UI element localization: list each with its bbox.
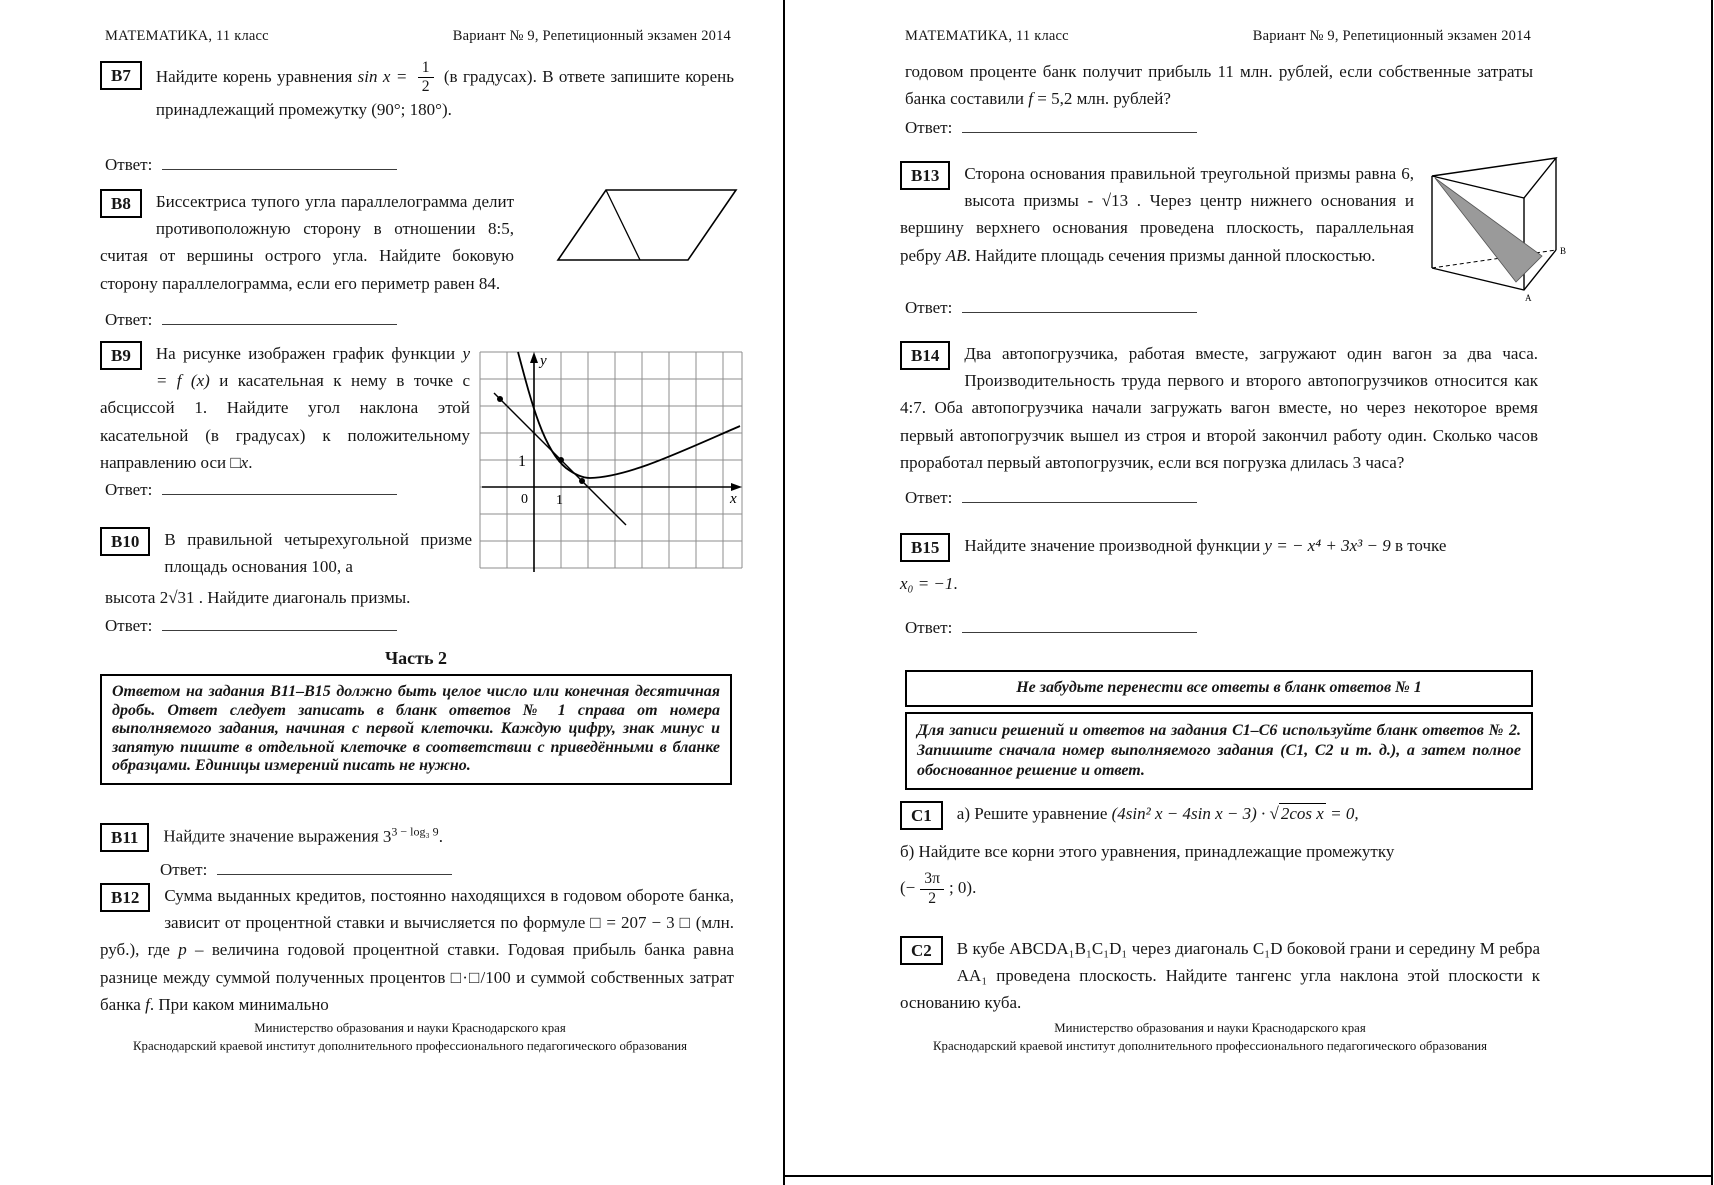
answer-blank — [217, 860, 452, 875]
b7-interval: (90°; 180°). — [371, 99, 452, 119]
point-lower — [579, 478, 585, 484]
prism-label-a: A — [1525, 293, 1532, 303]
b12cont-text-2: = 5,2 млн. рублей? — [1032, 89, 1171, 109]
b12-text-1: Сумма выданных кредитов, постоянно находящихся в годовом обороте банка, зависит от процентной ставки и вычисляется по формуле □ = 207 − 3 □ (млн. руб.), где — [100, 886, 734, 960]
c1-fraction-num: 3π — [920, 871, 944, 889]
answer-label: Ответ: — [105, 480, 153, 499]
b13-text-2: . Найдите площадь сечения призмы данной плоскостью. — [966, 245, 1376, 265]
b13-text-1: Сторона основания правильной треугольной призмы равна 6, высота призмы - √13 . Через центр нижнего основания и вершину верхнего основания проведена плоскость, параллельная ребру — [900, 164, 1414, 265]
b7-text-1: Найдите корень уравнения — [155, 66, 353, 86]
footer-right-page — [880, 1020, 1540, 1056]
problem-b14 — [900, 340, 1538, 476]
b10-text-1: В правильной четырехугольной призме площадь основания 100, а — [164, 530, 472, 577]
c1-part-b-text: б) Найдите все корни этого уравнения, принадлежащие промежутку — [900, 842, 1395, 862]
b12cont-text-1: годовом проценте банк получит прибыль 11 млн. рублей, если собственные затраты банка составили — [905, 62, 1533, 109]
answer-label: Ответ: — [905, 488, 953, 507]
b9-text-2: и касательная к нему в точке с абсциссой 1. Найдите угол наклона этой касательной (в градусах) к положительному направлению оси — [100, 371, 471, 472]
reminder-box-2: Для записи решений и ответов на задания С1–С6 используйте бланк ответов № 2. Запишите сначала номер выполняемого задания (С1, С2 и т. д.), а затем полное обоснованное решение и ответ. — [905, 712, 1533, 790]
footer-left-page — [80, 1020, 740, 1056]
answer-line-b14 — [905, 488, 1197, 508]
c1-sqrt-argument: 2cos x — [1280, 804, 1324, 823]
b12-var-f: f — [145, 994, 150, 1014]
answer-label: Ответ: — [160, 860, 208, 879]
footer-line-1: Министерство образования и науки Краснодарского края — [254, 1021, 566, 1035]
x-axis-arrow — [731, 483, 742, 491]
answer-line-b15 — [905, 618, 1197, 638]
page-divider-line — [783, 0, 785, 1185]
problem-b13-label: В13 — [900, 161, 950, 190]
bisector-line — [606, 190, 640, 260]
b9-text-3: . — [248, 452, 253, 472]
b11-text: Найдите значение выражения — [163, 826, 379, 846]
problem-b8-label: В8 — [100, 189, 142, 218]
page-right-border — [1711, 0, 1713, 1185]
header-variant: Вариант № 9, Репетиционный экзамен 2014 — [1252, 28, 1531, 44]
answer-blank — [962, 118, 1197, 133]
graph-y-label: y — [540, 353, 547, 369]
problem-b13 — [900, 160, 1414, 269]
problem-b9-label: В9 — [100, 341, 142, 370]
graph-x-tick-label: 1 — [556, 493, 563, 508]
b7-fraction-num: 1 — [418, 60, 434, 78]
figure-prism — [1428, 152, 1572, 304]
c1-sqrt-sign: √ — [1269, 804, 1279, 823]
b7-equation: sin x = — [357, 66, 408, 86]
graph-origin-label: 0 — [521, 492, 528, 507]
c1-part-a-text: а) Решите уравнение — [956, 804, 1108, 823]
c1-equation-right: = 0, — [1330, 804, 1359, 823]
figure-graph — [478, 350, 746, 582]
b7-text-2: (в градусах). В ответе запишите корень принадлежащий промежутку — [155, 66, 735, 119]
answer-label: Ответ: — [905, 618, 953, 637]
b12-var-p: p — [178, 940, 187, 960]
graph-x-label: x — [730, 491, 737, 507]
problem-c1 — [900, 800, 1540, 907]
problem-b10 — [100, 526, 472, 580]
problem-c2 — [900, 935, 1540, 1017]
prism-label-b: B — [1560, 246, 1567, 256]
y-axis-arrow — [530, 352, 538, 363]
figure-parallelogram — [540, 186, 746, 264]
problem-b7-label: В7 — [100, 61, 142, 90]
answer-line-b9 — [105, 480, 397, 500]
part2-title: Часть 2 — [384, 648, 448, 668]
c1-equation-left: (4sin² x − 4sin x − 3) · — [1111, 804, 1266, 823]
page-bottom-border — [783, 1175, 1713, 1177]
answer-label: Ответ: — [105, 310, 153, 329]
problem-b11 — [100, 822, 732, 860]
b15-point: x₀ = −1 — [900, 574, 954, 594]
b12cont-var-f: f — [1028, 89, 1033, 109]
graph-y-tick-label: 1 — [518, 453, 526, 470]
parallelogram-outline — [558, 190, 736, 260]
problem-b15 — [900, 532, 1536, 597]
footer-line-2: Краснодарский краевой институт дополнительного профессионального педагогического образования — [933, 1038, 1487, 1053]
b10-text-2: высота 2√31 . Найдите диагональ призмы. — [105, 588, 411, 607]
c1-interval-close: ; 0). — [948, 878, 977, 898]
c1-fraction — [920, 871, 944, 907]
b15-period: . — [953, 574, 958, 594]
problem-b9 — [100, 340, 470, 476]
header-subject: МАТЕМАТИКА, 11 класс — [105, 28, 269, 44]
c1-interval — [900, 871, 1540, 907]
answer-line-b7 — [105, 155, 397, 175]
c1-fraction-den: 2 — [928, 889, 936, 907]
problem-b15-label: В15 — [900, 533, 950, 562]
answer-label: Ответ: — [105, 616, 153, 635]
problem-b12-label: В12 — [100, 883, 150, 912]
footer-line-1: Министерство образования и науки Краснодарского края — [1054, 1021, 1366, 1035]
footer-line-2: Краснодарский краевой институт дополнительного профессионального педагогического образования — [133, 1038, 687, 1053]
answer-line-b10 — [105, 616, 397, 636]
function-curve — [518, 352, 740, 478]
answer-blank — [162, 616, 397, 631]
c1-interval-open: (− — [900, 878, 916, 898]
answer-blank — [162, 310, 397, 325]
header-subject: МАТЕМАТИКА, 11 класс — [905, 28, 1069, 44]
reminder-box-1: Не забудьте перенести все ответы в бланк ответов № 1 — [905, 670, 1533, 707]
b13-edge-ab: AB — [945, 245, 967, 265]
problem-b12-continuation — [905, 58, 1533, 112]
part2-instructions-box: Ответом на задания В11–В15 должно быть целое число или конечная десятичная дробь. Ответ следует записать в бланк ответов № 1 справа от номера выполняемого задания, начиная с первой клеточки. Каждую цифру, знак минус и запятую пишите в отдельной клеточке в соответствии с приведёнными в бланке образцами. Единицы измерений писать не нужно. — [100, 674, 732, 785]
b12-text-3: . При каком минимально — [149, 994, 329, 1014]
b11-exponent: 3 − log₃ 9 — [391, 824, 439, 838]
point-upper — [497, 396, 503, 402]
problem-b10-label: В10 — [100, 527, 150, 556]
answer-blank — [162, 155, 397, 170]
answer-line-b12 — [905, 118, 1197, 138]
b7-fraction — [418, 60, 434, 96]
problem-b11-label: В11 — [100, 823, 149, 852]
b9-text-1: На рисунке изображен график функции — [155, 344, 456, 363]
b15-text-2: в точке — [1394, 536, 1447, 555]
answer-line-b8 — [105, 310, 397, 330]
problem-b10-continuation — [105, 584, 733, 611]
b8-text: Биссектриса тупого угла параллелограмма делит противоположную сторону в отношении 8:5, считая от вершины острого угла. Найдите боковую сторону параллелограмма, если его периметр равен 84. — [100, 192, 514, 293]
problem-b12 — [100, 882, 734, 1018]
b14-text: Два автопогрузчика, работая вместе, загружают один вагон за два часа. Производительность труда первого и второго автопогрузчиков относится как 4:7. Оба автопогрузчика начали загружать вагон вместе, но через некоторое время первый автопогрузчик вышел из строя и второй закончил работу один. Сколько часов проработал первый автопогрузчик, если вся погрузка длилась 3 часа? — [900, 344, 1538, 472]
answer-blank — [962, 488, 1197, 503]
c2-text: В кубе ABCDA₁B₁C₁D₁ через диагональ C₁D боковой грани и середину M ребра AA₁ проведена плоскость. Найдите тангенс угла наклона этой плоскости к основанию куба. — [900, 939, 1540, 1013]
b15-text-1: Найдите значение производной функции — [964, 536, 1261, 555]
c1-part-b — [900, 838, 1540, 865]
b12-text-2: – величина годовой процентной ставки. Годовая прибыль банка равна разнице между суммой полученных процентов □·□/100 и суммой собственных затрат банка — [100, 940, 734, 1014]
b9-axis-symbol: □x — [230, 452, 249, 472]
header-left-page — [105, 28, 731, 45]
prism-section-plane — [1435, 178, 1542, 282]
answer-line-b13 — [905, 298, 1197, 318]
b11-expression — [382, 824, 443, 846]
header-variant: Вариант № 9, Репетиционный экзамен 2014 — [452, 28, 731, 44]
b15-function: y = − x⁴ + 3x³ − 9 — [1264, 536, 1391, 555]
problem-b7 — [100, 60, 734, 123]
header-right-page — [905, 28, 1531, 45]
problem-b8 — [100, 188, 514, 297]
problem-c2-label: С2 — [900, 936, 943, 965]
b11-base: 3 — [382, 826, 392, 846]
b7-fraction-den: 2 — [421, 78, 430, 96]
answer-blank — [962, 618, 1197, 633]
answer-blank — [162, 480, 397, 495]
point-tangency — [558, 457, 564, 463]
answer-label: Ответ: — [105, 155, 153, 174]
b15-line-2 — [900, 570, 1536, 597]
answer-label: Ответ: — [905, 298, 953, 317]
answer-blank — [962, 298, 1197, 313]
problem-b14-label: В14 — [900, 341, 950, 370]
b9-function: y = f (x) — [155, 344, 470, 391]
answer-label: Ответ: — [905, 118, 953, 137]
answer-line-b11 — [160, 860, 452, 880]
b11-period: . — [438, 826, 443, 846]
problem-c1-label: С1 — [900, 801, 943, 830]
